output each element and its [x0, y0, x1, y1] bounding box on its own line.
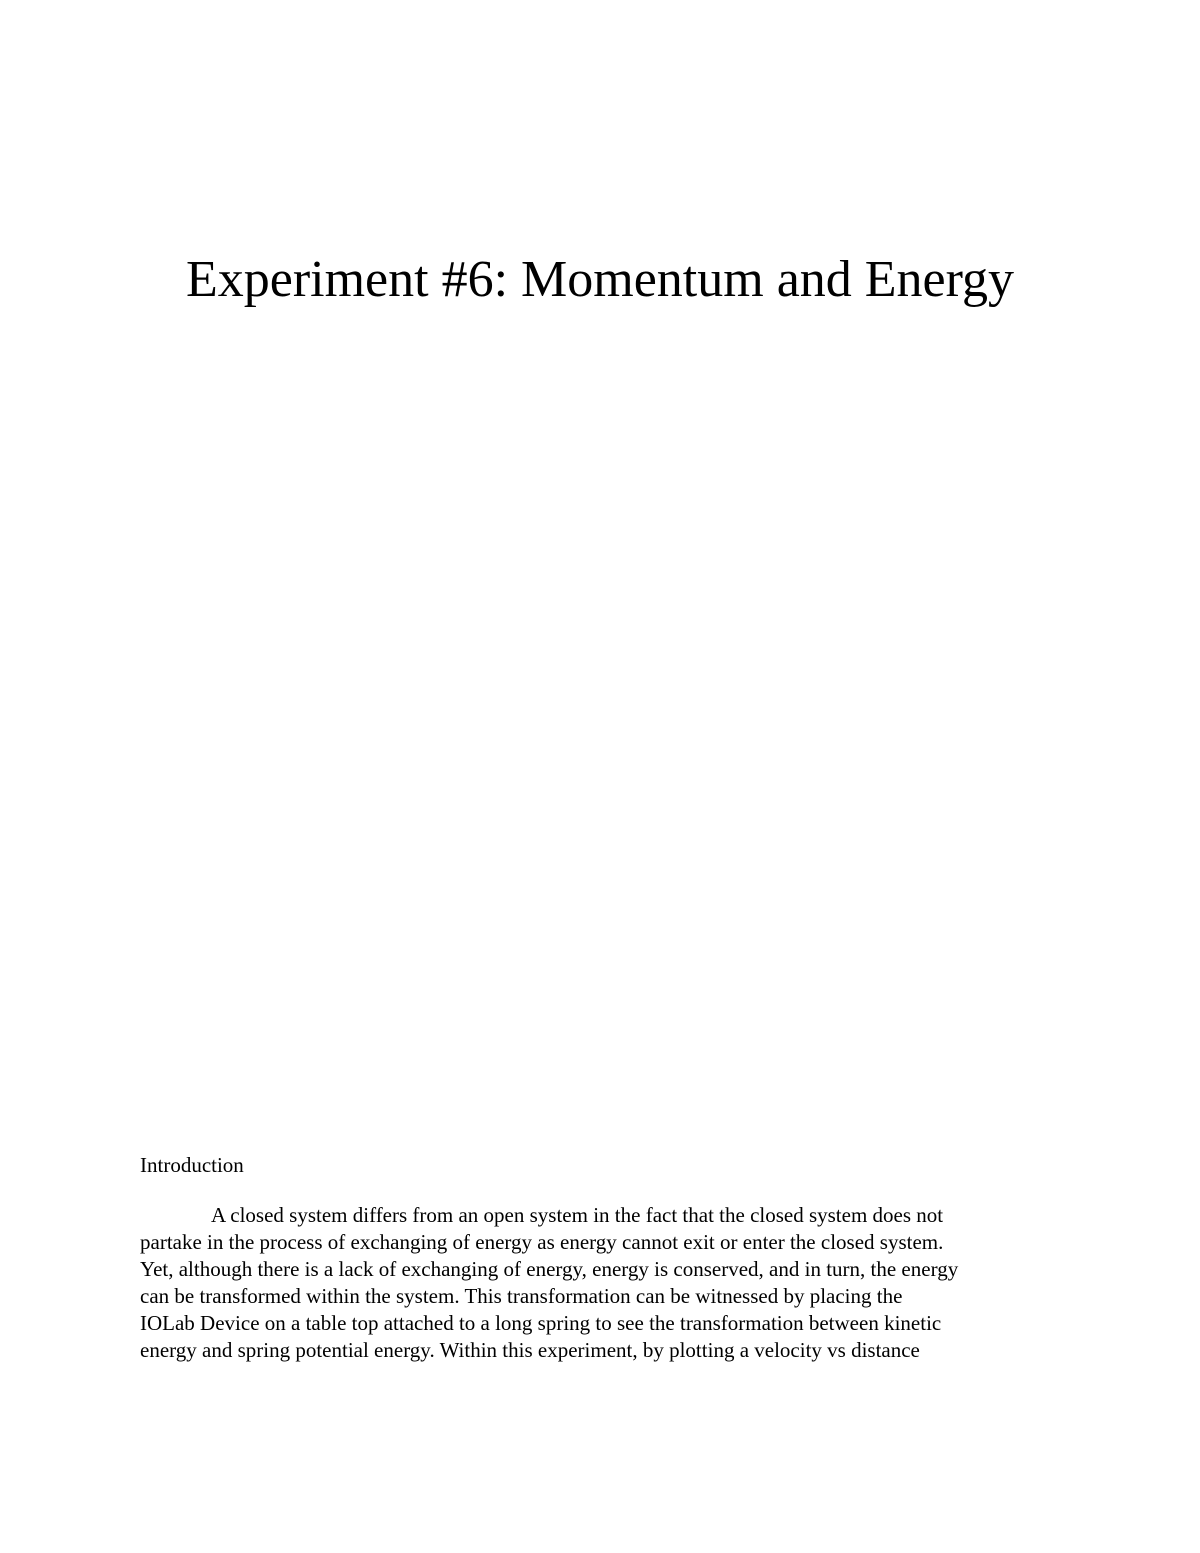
section-heading-introduction: Introduction	[140, 1153, 244, 1177]
paragraph-line: A closed system differs from an open system in the fact that the closed system does not	[211, 1203, 944, 1227]
paragraph-line: Yet, although there is a lack of exchanging of energy, energy is conserved, and in turn, the energy	[140, 1257, 959, 1281]
paragraph-line: partake in the process of exchanging of energy as energy cannot exit or enter the closed system.	[140, 1230, 944, 1254]
introduction-paragraph	[140, 1202, 1080, 1364]
paragraph-line: energy and spring potential energy. Within this experiment, by plotting a velocity vs distance	[140, 1338, 920, 1362]
paragraph-line: IOLab Device on a table top attached to a long spring to see the transformation between kinetic	[140, 1311, 942, 1335]
document-title: Experiment #6: Momentum and Energy	[186, 251, 1014, 308]
paragraph-line: can be transformed within the system. This transformation can be witnessed by placing the	[140, 1284, 903, 1308]
